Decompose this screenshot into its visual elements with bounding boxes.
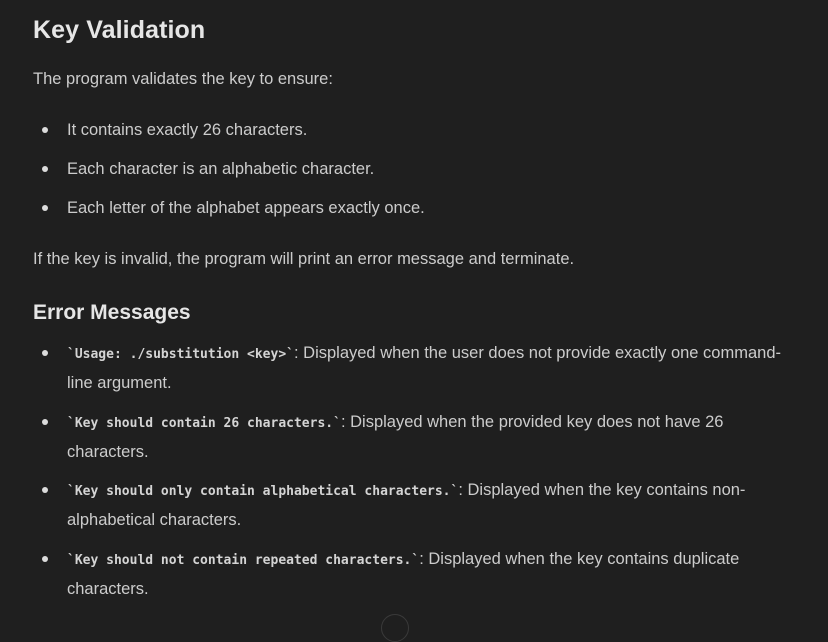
bullet-icon [42,556,48,562]
list-item: `Key should contain 26 characters.`: Displayed when the provided key does not have 26 characters. [33,408,793,467]
bullet-icon [42,166,48,172]
bullet-icon [42,487,48,493]
bullet-icon [42,350,48,356]
list-item: It contains exactly 26 characters. [33,116,793,145]
key-validation-intro: The program validates the key to ensure: [33,70,333,88]
error-code: Usage: ./substitution <key> [74,347,287,362]
list-item: Each character is an alphabetic character. [33,155,793,184]
key-validation-heading: Key Validation [33,16,206,44]
list-item: `Key should only contain alphabetical characters.`: Displayed when the key contains non-alphabetical characters. [33,476,793,535]
error-messages-heading: Error Messages [33,301,191,324]
list-item: Each letter of the alphabet appears exactly once. [33,194,793,223]
key-validation-outro: If the key is invalid, the program will print an error message and terminate. [33,250,575,268]
error-code: Key should not contain repeated characters. [74,553,412,568]
scroll-down-button[interactable] [381,614,409,642]
bullet-icon [42,419,48,425]
error-description: : Displayed when the key contains non-alphabetical characters. [67,481,746,529]
list-item: `Usage: ./substitution <key>`: Displayed when the user does not provide exactly one command-line argument. [33,339,793,398]
error-code: Key should contain 26 characters. [74,416,334,431]
bullet-icon [42,127,48,133]
error-description: : Displayed when the key contains duplicate characters. [67,550,740,598]
bullet-icon [42,205,48,211]
list-item: `Key should not contain repeated characters.`: Displayed when the key contains duplicate characters. [33,545,793,604]
error-description: : Displayed when the user does not provide exactly one command-line argument. [67,344,782,392]
error-description: : Displayed when the provided key does not have 26 characters. [67,413,724,461]
error-code: Key should only contain alphabetical characters. [74,484,451,499]
